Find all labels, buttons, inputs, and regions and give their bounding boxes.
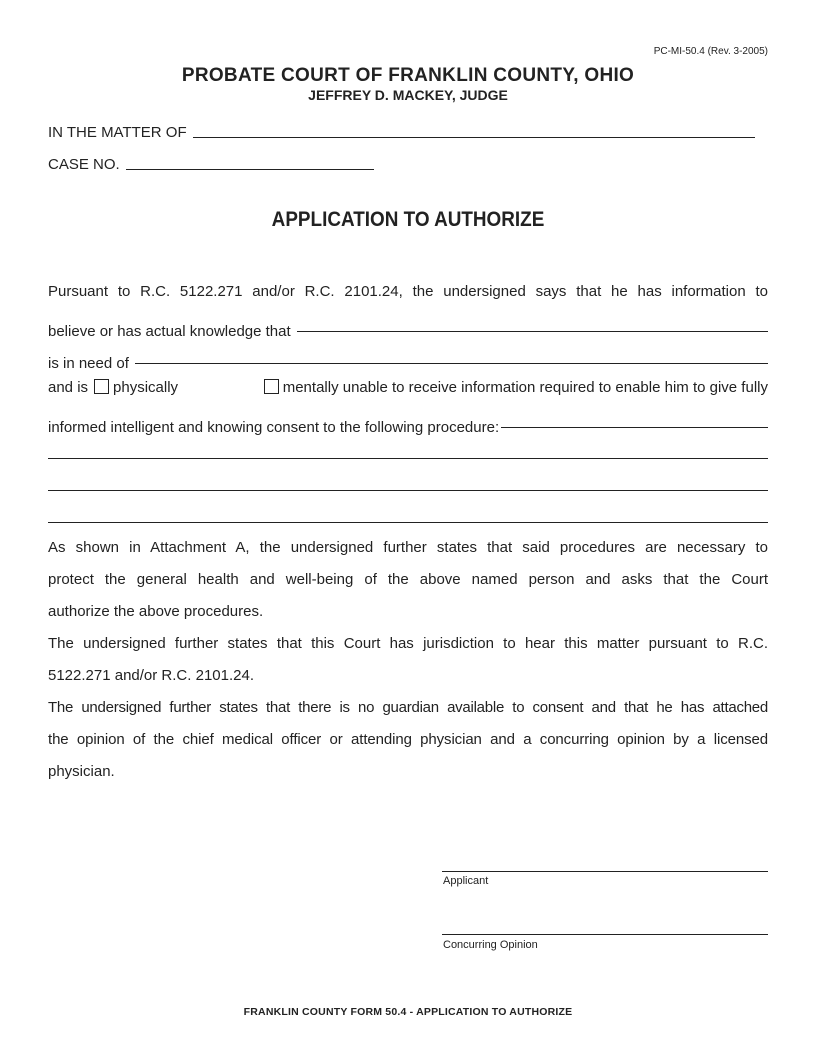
procedure-field[interactable] (501, 426, 768, 428)
paragraph-2-line-1: As shown in Attachment A, the undersigned further states that said procedures are necessary to (48, 539, 768, 556)
knowledge-row (48, 308, 768, 340)
footer: FRANKLIN COUNTY FORM 50.4 - APPLICATION TO AUTHORIZE (243, 1006, 573, 1018)
procedure-label: informed intelligent and knowing consent to the following procedure: (48, 419, 500, 436)
case-row (48, 156, 374, 173)
matter-label: IN THE MATTER OF (48, 124, 187, 141)
concurring-label: Concurring Opinion (443, 939, 538, 951)
paragraph-2-line-2: protect the general health and well-being of the above named person and asks that the Court (48, 571, 768, 588)
and-is-label: and is (48, 379, 89, 396)
procedure-row (48, 404, 768, 436)
paragraph-3-line-1: The undersigned further states that this Court has jurisdiction to hear this matter pursuant to R.C. (48, 635, 768, 652)
physically-checkbox[interactable] (94, 379, 109, 394)
person-name-field[interactable] (297, 330, 768, 332)
paragraph-4-line-3: physician. (48, 763, 115, 780)
mentally-checkbox[interactable] (264, 379, 279, 394)
procedure-line-3[interactable] (48, 490, 768, 491)
procedure-line-4[interactable] (48, 522, 768, 523)
capacity-left (48, 372, 178, 404)
need-label: is in need of (48, 355, 129, 372)
paragraph-3-line-2: 5122.271 and/or R.C. 2101.24. (48, 667, 254, 684)
need-row (48, 340, 768, 372)
form-number: PC-MI-50.4 (Rev. 3-2005) (653, 46, 768, 57)
applicant-label: Applicant (443, 875, 489, 887)
capacity-row (48, 372, 768, 404)
concurring-signature-line[interactable] (442, 934, 768, 935)
case-label: CASE NO. (48, 156, 120, 173)
matter-field[interactable] (193, 136, 755, 138)
case-number-field[interactable] (126, 168, 374, 170)
knowledge-label: believe or has actual knowledge that (48, 323, 291, 340)
judge-name: JEFFREY D. MACKEY, JUDGE (308, 87, 508, 103)
paragraph-2-line-3: authorize the above procedures. (48, 603, 264, 620)
mentally-label: mentally unable to receive information required to enable him to give fully (282, 379, 768, 396)
applicant-signature-line[interactable] (442, 871, 768, 872)
paragraph-4-line-2: the opinion of the chief medical officer or attending physician and a concurring opinion by a licensed (48, 731, 768, 748)
capacity-right (258, 372, 768, 404)
paragraph-4-line-1: The undersigned further states that there is no guardian available to consent and that he has attached (48, 699, 768, 716)
need-field[interactable] (135, 362, 768, 364)
matter-row (48, 124, 755, 141)
court-name: PROBATE COURT OF FRANKLIN COUNTY, OHIO (181, 65, 635, 86)
paragraph-1-line-1: Pursuant to R.C. 5122.271 and/or R.C. 2101.24, the undersigned says that he has information to (48, 283, 768, 300)
procedure-line-2[interactable] (48, 458, 768, 459)
physically-label: physically (113, 379, 179, 396)
document-title: APPLICATION TO AUTHORIZE (271, 208, 545, 231)
